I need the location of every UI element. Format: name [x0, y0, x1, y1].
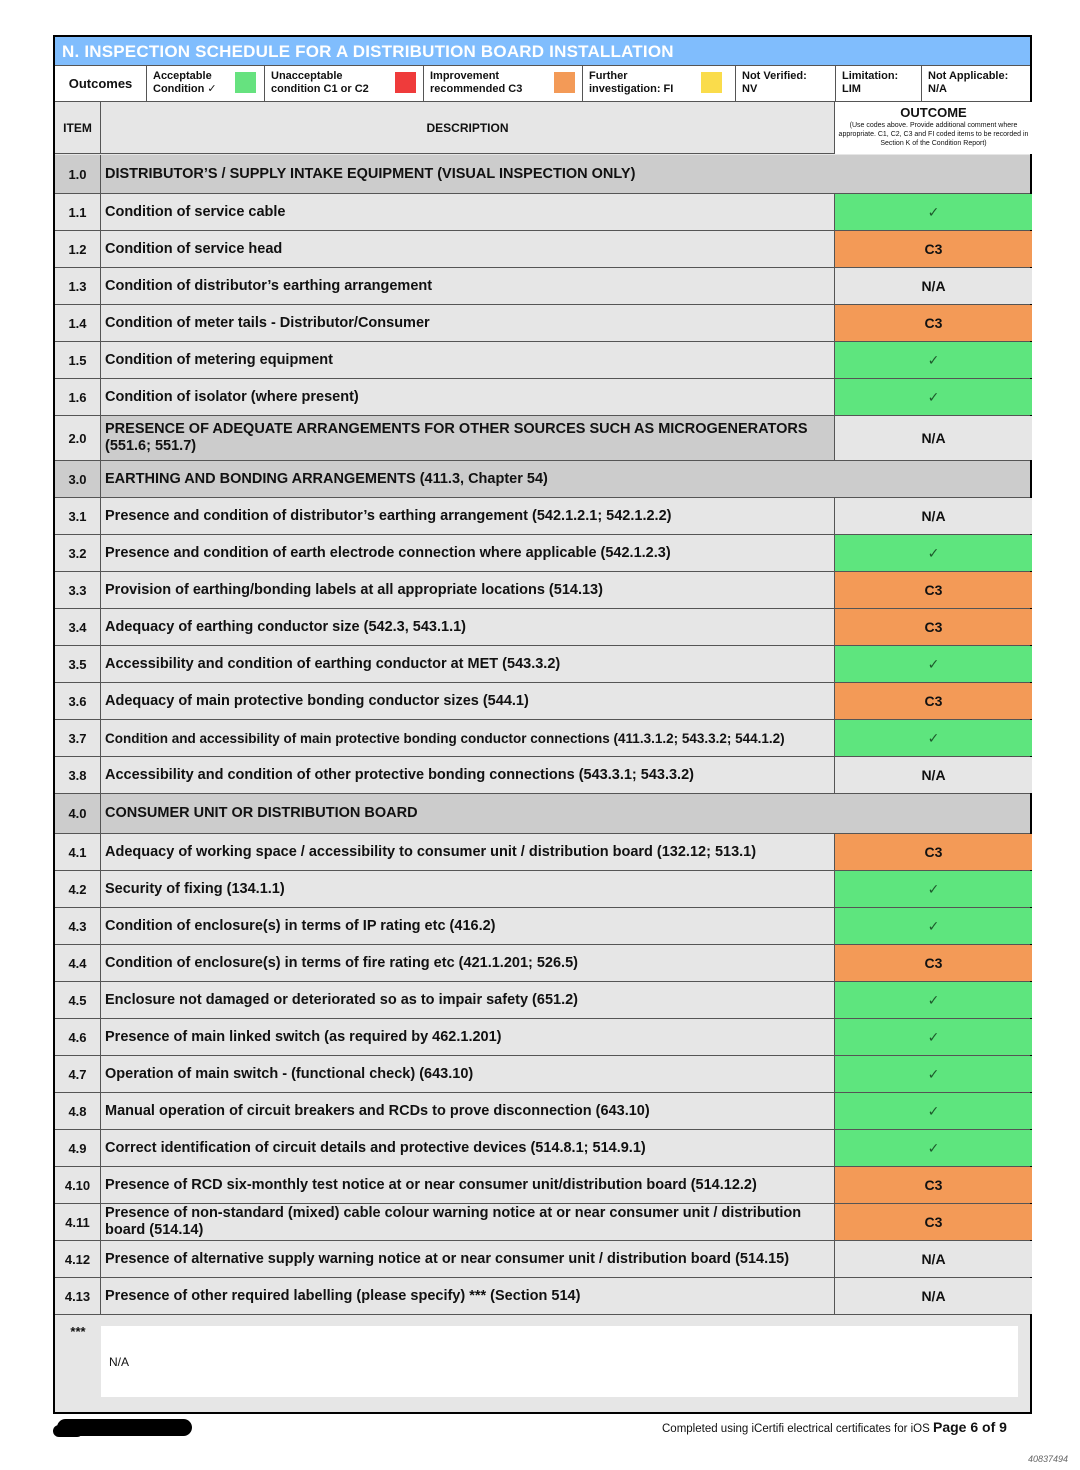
- table-row: [55, 498, 1030, 535]
- legend-acceptable-label: Acceptable Condition ✓: [153, 70, 217, 95]
- item-description: Provision of earthing/bonding labels at all appropriate locations (514.13): [101, 572, 835, 608]
- table-row: [55, 646, 1030, 683]
- outcome-acceptable[interactable]: ✓: [835, 646, 1032, 682]
- item-number: 3.1: [55, 498, 101, 534]
- legend-not-applicable: [922, 66, 1032, 102]
- item-number: 3.6: [55, 683, 101, 719]
- section-title: DISTRIBUTOR’S / SUPPLY INTAKE EQUIPMENT (VISUAL INSPECTION ONLY): [105, 165, 636, 182]
- outcome-c3[interactable]: C3: [835, 572, 1032, 608]
- item-number: 4.11: [55, 1204, 101, 1240]
- item-number: 4.9: [55, 1130, 101, 1166]
- item-description: Condition of service head: [101, 231, 835, 267]
- header-item: ITEM: [55, 102, 101, 154]
- outcome-c3[interactable]: C3: [835, 683, 1032, 719]
- outcome-c3[interactable]: C3: [835, 1204, 1032, 1240]
- table-row: [55, 757, 1030, 794]
- redacted-inspector-name: [53, 1419, 193, 1437]
- outcome-acceptable[interactable]: ✓: [835, 379, 1032, 415]
- table-row: [55, 194, 1030, 231]
- outcome-na[interactable]: N/A: [835, 498, 1032, 534]
- item-number: 3.5: [55, 646, 101, 682]
- item-description: Accessibility and condition of other protective bonding connections (543.3.1; 543.3.2): [101, 757, 835, 793]
- outcome-acceptable[interactable]: ✓: [835, 342, 1032, 378]
- outcome-c3[interactable]: C3: [835, 834, 1032, 870]
- section-title: EARTHING AND BONDING ARRANGEMENTS (411.3, Chapter 54): [105, 470, 548, 487]
- footer-credit: Completed using iCertifi electrical certificates for iOS: [662, 1423, 930, 1435]
- table-row: [55, 720, 1030, 757]
- page-footer: [662, 1419, 1007, 1435]
- item-description: Condition and accessibility of main protective bonding conductor connections (411.3.1.2; 543.3.2; 544.1.2): [101, 720, 835, 756]
- item-number: 2.0: [55, 416, 101, 460]
- outcome-acceptable[interactable]: ✓: [835, 1056, 1032, 1092]
- outcome-c3[interactable]: C3: [835, 231, 1032, 267]
- table-row: [55, 572, 1030, 609]
- item-description: Accessibility and condition of earthing conductor at MET (543.3.2): [101, 646, 835, 682]
- item-description: Adequacy of main protective bonding conductor sizes (544.1): [101, 683, 835, 719]
- page-title: N. INSPECTION SCHEDULE FOR A DISTRIBUTION BOARD INSTALLATION: [55, 37, 1030, 66]
- table-row: [55, 1130, 1030, 1167]
- outcome-legend: [55, 66, 1030, 102]
- table-row: [55, 305, 1030, 342]
- item-description: Condition of meter tails - Distributor/Consumer: [101, 305, 835, 341]
- outcome-c3[interactable]: C3: [835, 305, 1032, 341]
- outcome-na[interactable]: N/A: [835, 1278, 1032, 1314]
- outcome-acceptable[interactable]: ✓: [835, 1093, 1032, 1129]
- legend-not-applicable-label: Not Applicable: N/A: [928, 70, 1009, 95]
- outcome-na[interactable]: N/A: [835, 757, 1032, 793]
- item-number: 4.10: [55, 1167, 101, 1203]
- item-description: Enclosure not damaged or deteriorated so as to impair safety (651.2): [101, 982, 835, 1018]
- outcome-acceptable[interactable]: ✓: [835, 194, 1032, 230]
- legend-unacceptable: [265, 66, 424, 102]
- section-row: [55, 155, 1030, 194]
- item-description: Correct identification of circuit details and protective devices (514.8.1; 514.9.1): [101, 1130, 835, 1166]
- legend-not-verified: [736, 66, 836, 102]
- outcome-acceptable[interactable]: ✓: [835, 908, 1032, 944]
- table-row: [55, 871, 1030, 908]
- table-row: [55, 379, 1030, 416]
- item-number: 1.5: [55, 342, 101, 378]
- item-description: Condition of enclosure(s) in terms of IP rating etc (416.2): [101, 908, 835, 944]
- item-number: 1.0: [55, 155, 101, 193]
- item-number: 3.0: [55, 461, 101, 497]
- legend-unacceptable-label: Unacceptable condition C1 or C2: [271, 70, 369, 95]
- outcome-na[interactable]: N/A: [835, 1241, 1032, 1277]
- outcome-na[interactable]: N/A: [835, 268, 1032, 304]
- item-description: Condition of enclosure(s) in terms of fire rating etc (421.1.201; 526.5): [101, 945, 835, 981]
- red-swatch-icon: [395, 72, 416, 93]
- table-row: [55, 834, 1030, 871]
- item-number: 4.0: [55, 794, 101, 833]
- outcome-acceptable[interactable]: ✓: [835, 1130, 1032, 1166]
- item-description: Condition of distributor’s earthing arrangement: [101, 268, 835, 304]
- item-description: Condition of isolator (where present): [101, 379, 835, 415]
- header-outcome-note: (Use codes above. Provide additional comment where appropriate. C1, C2, C3 and FI coded items to be recorded in Section K of the Condition Report): [838, 122, 1029, 147]
- table-row: [55, 683, 1030, 720]
- table-row: [55, 1204, 1030, 1241]
- item-description: PRESENCE OF ADEQUATE ARRANGEMENTS FOR OTHER SOURCES SUCH AS MICROGENERATORS (551.6; 551.7): [101, 416, 835, 460]
- outcome-acceptable[interactable]: ✓: [835, 982, 1032, 1018]
- item-number: 4.3: [55, 908, 101, 944]
- outcome-acceptable[interactable]: ✓: [835, 871, 1032, 907]
- header-outcome-title: OUTCOME: [900, 105, 967, 120]
- item-number: 4.7: [55, 1056, 101, 1092]
- legend-further-investigation: [583, 66, 736, 102]
- orange-swatch-icon: [554, 72, 575, 93]
- table-row: [55, 535, 1030, 572]
- table-row: [55, 1278, 1030, 1315]
- item-number: 4.13: [55, 1278, 101, 1314]
- item-number: 3.3: [55, 572, 101, 608]
- table-header: [55, 102, 1030, 154]
- item-number: 3.4: [55, 609, 101, 645]
- table-row: [55, 908, 1030, 945]
- page-number: Page 6 of 9: [933, 1419, 1007, 1435]
- table-row: [55, 1019, 1030, 1056]
- table-row: [55, 416, 1030, 461]
- legend-improvement: [424, 66, 583, 102]
- item-description: Operation of main switch - (functional check) (643.10): [101, 1056, 835, 1092]
- item-number: 4.6: [55, 1019, 101, 1055]
- table-row: [55, 1241, 1030, 1278]
- legend-improvement-label: Improvement recommended C3: [430, 70, 523, 95]
- item-description: Presence of other required labelling (please specify) *** (Section 514): [101, 1278, 835, 1314]
- section-title: CONSUMER UNIT OR DISTRIBUTION BOARD: [105, 805, 418, 821]
- inspection-schedule-sheet: [53, 35, 1032, 1414]
- table-row: [55, 342, 1030, 379]
- legend-further-label: Further investigation: FI: [589, 70, 674, 95]
- item-description: Presence of main linked switch (as required by 462.1.201): [101, 1019, 835, 1055]
- table-row: [55, 231, 1030, 268]
- outcome-c3[interactable]: C3: [835, 945, 1032, 981]
- green-swatch-icon: [235, 72, 256, 93]
- item-description: Presence of alternative supply warning notice at or near consumer unit / distribution board (514.15): [101, 1241, 835, 1277]
- outcome-c3[interactable]: C3: [835, 1167, 1032, 1203]
- item-description: Presence of RCD six-monthly test notice at or near consumer unit/distribution board (514.12.2): [101, 1167, 835, 1203]
- item-description: Condition of metering equipment: [101, 342, 835, 378]
- item-description: Manual operation of circuit breakers and RCDs to prove disconnection (643.10): [101, 1093, 835, 1129]
- item-description: Security of fixing (134.1.1): [101, 871, 835, 907]
- item-number: 1.3: [55, 268, 101, 304]
- header-outcome: [835, 102, 1032, 154]
- legend-limitation: [836, 66, 922, 102]
- outcome-acceptable[interactable]: ✓: [835, 1019, 1032, 1055]
- item-description: Adequacy of earthing conductor size (542.3, 543.1.1): [101, 609, 835, 645]
- notes-section: [55, 1314, 1030, 1414]
- outcome-c3[interactable]: C3: [835, 609, 1032, 645]
- item-number: 3.8: [55, 757, 101, 793]
- legend-outcomes-label: Outcomes: [55, 66, 147, 102]
- item-description: Presence and condition of earth electrode connection where applicable (542.1.2.3): [101, 535, 835, 571]
- table-row: [55, 609, 1030, 646]
- item-number: 4.8: [55, 1093, 101, 1129]
- item-number: 4.4: [55, 945, 101, 981]
- yellow-swatch-icon: [701, 72, 722, 93]
- legend-not-verified-label: Not Verified: NV: [742, 70, 807, 95]
- item-number: 1.1: [55, 194, 101, 230]
- document-serial: 40837494: [1028, 1454, 1069, 1464]
- header-description: DESCRIPTION: [101, 102, 835, 154]
- item-number: 4.2: [55, 871, 101, 907]
- item-description: Condition of service cable: [101, 194, 835, 230]
- legend-acceptable: [147, 66, 265, 102]
- item-number: 3.2: [55, 535, 101, 571]
- item-number: 4.5: [55, 982, 101, 1018]
- table-row: [55, 268, 1030, 305]
- outcome-acceptable[interactable]: ✓: [835, 720, 1032, 756]
- table-row: [55, 1167, 1030, 1204]
- item-description: Presence and condition of distributor’s earthing arrangement (542.1.2.1; 542.1.2.2): [101, 498, 835, 534]
- legend-limitation-label: Limitation: LIM: [842, 70, 899, 95]
- outcome-na[interactable]: N/A: [835, 416, 1032, 460]
- table-row: [55, 1056, 1030, 1093]
- table-row: [55, 945, 1030, 982]
- table-row: [55, 982, 1030, 1019]
- outcome-acceptable[interactable]: ✓: [835, 535, 1032, 571]
- item-number: 3.7: [55, 720, 101, 756]
- redaction-mark: [57, 1419, 192, 1436]
- item-number: 1.2: [55, 231, 101, 267]
- notes-field[interactable]: N/A: [101, 1326, 1018, 1397]
- section-row: [55, 794, 1030, 834]
- item-description: Presence of non-standard (mixed) cable colour warning notice at or near consumer unit / distribution board (514.14): [101, 1204, 835, 1240]
- item-number: 4.1: [55, 834, 101, 870]
- notes-marker: ***: [70, 1324, 86, 1339]
- item-number: 4.12: [55, 1241, 101, 1277]
- item-number: 1.6: [55, 379, 101, 415]
- table-row: [55, 1093, 1030, 1130]
- section-row: [55, 461, 1030, 498]
- item-number: 1.4: [55, 305, 101, 341]
- item-description: Adequacy of working space / accessibility to consumer unit / distribution board (132.12; 513.1): [101, 834, 835, 870]
